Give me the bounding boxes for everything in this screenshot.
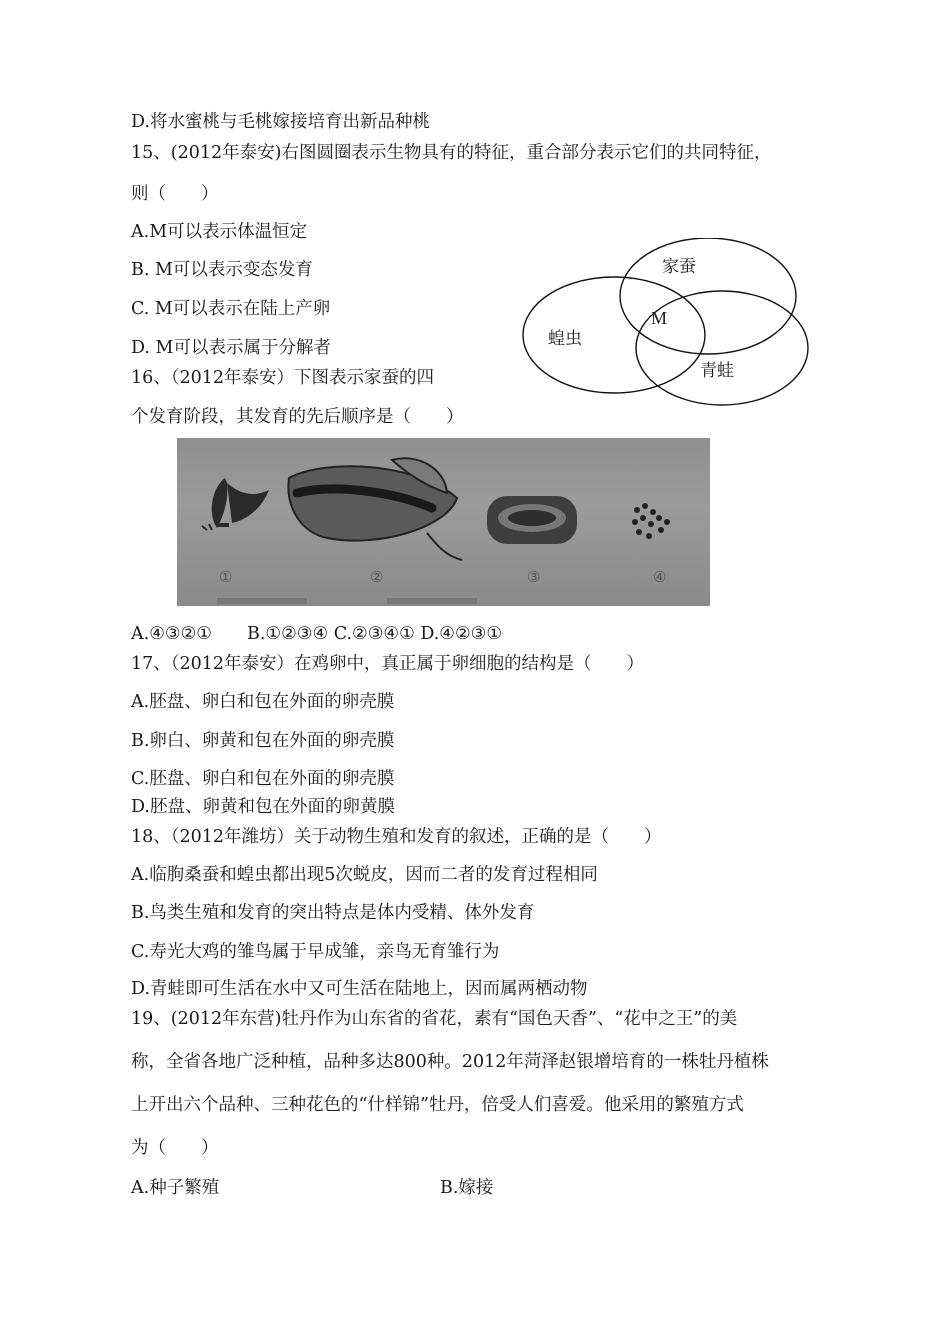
q15-option-a: A.M可以表示体温恒定	[131, 222, 308, 242]
q19-stem-3: 上开出六个品种、三种花色的“什样锦”牡丹，倍受人们喜爱。他采用的繁殖方式	[131, 1095, 744, 1115]
label-overlap-m: M	[651, 308, 668, 328]
q19-option-b: B.嫁接	[440, 1178, 494, 1198]
silkworm-stages-image	[177, 438, 710, 606]
larva-on-leaf-icon	[288, 458, 462, 560]
q17-option-d: D.胚盘、卵黄和包在外面的卵黄膜	[131, 797, 395, 817]
stage-label-4: ④	[653, 568, 667, 586]
q18-option-d: D.青蛙即可生活在水中又可生活在陆地上，因而属两栖动物	[131, 979, 588, 999]
q19-stem-4: 为（ ）	[131, 1138, 219, 1158]
stage-label-1: ①	[219, 568, 233, 586]
q15-option-b: B. M可以表示变态发育	[131, 260, 313, 280]
q18-option-c: C.寿光大鸡的雏鸟属于早成雏，亲鸟无育雏行为	[131, 942, 500, 962]
q19-option-a: A.种子繁殖	[131, 1178, 220, 1198]
q15-option-d: D. M可以表示属于分解者	[131, 338, 331, 358]
q16-options: A.④③②① B.①②③④ C.②③④① D.④②③①	[131, 624, 503, 644]
stages-illustration	[177, 438, 710, 606]
q17-option-b: B.卵白、卵黄和包在外面的卵壳膜	[131, 731, 395, 751]
q16-stem: 16、（2012年泰安）下图表示家蚕的四	[131, 368, 435, 388]
q16-stem-cont: 个发育阶段，其发育的先后顺序是（ ）	[131, 407, 464, 427]
q15-option-c: C. M可以表示在陆上产卵	[131, 299, 331, 319]
moth-icon	[202, 478, 269, 530]
stage-label-3: ③	[527, 568, 541, 586]
venn-diagram	[520, 238, 816, 408]
stage-label-2: ②	[370, 568, 384, 586]
label-frog: 青蛙	[700, 361, 734, 381]
cocoon-icon	[487, 496, 577, 544]
q18-option-b: B.鸟类生殖和发育的突出特点是体内受精、体外发育	[131, 903, 535, 923]
eggs-icon	[632, 503, 670, 539]
q17-option-a: A.胚盘、卵白和包在外面的卵壳膜	[131, 692, 395, 712]
label-silkworm: 家蚕	[662, 257, 696, 277]
q15-stem-cont: 则（ ）	[131, 184, 219, 204]
label-locust: 蝗虫	[548, 329, 582, 349]
q18-stem: 18、（2012年潍坊）关于动物生殖和发育的叙述，正确的是（ ）	[131, 827, 662, 847]
q15-stem: 15、(2012年泰安)右图圆圈表示生物具有的特征，重合部分表示它们的共同特征，	[131, 143, 772, 163]
q17-stem: 17、（2012年泰安）在鸡卵中，真正属于卵细胞的结构是（ ）	[131, 654, 645, 674]
q19-stem: 19、(2012年东营)牡丹作为山东省的省花，素有“国色天香”、“花中之王”的美	[131, 1009, 738, 1029]
q19-stem-2: 称，全省各地广泛种植，品种多达800种。2012年菏泽赵银增培育的一株牡丹植株	[131, 1052, 769, 1072]
q18-option-a: A.临朐桑蚕和蝗虫都出现5次蜕皮，因而二者的发育过程相同	[131, 865, 598, 885]
q17-option-c: C.胚盘、卵白和包在外面的卵壳膜	[131, 769, 395, 789]
circle-silkworm	[620, 238, 796, 354]
q14-option-d: D.将水蜜桃与毛桃嫁接培育出新品种桃	[131, 112, 430, 132]
